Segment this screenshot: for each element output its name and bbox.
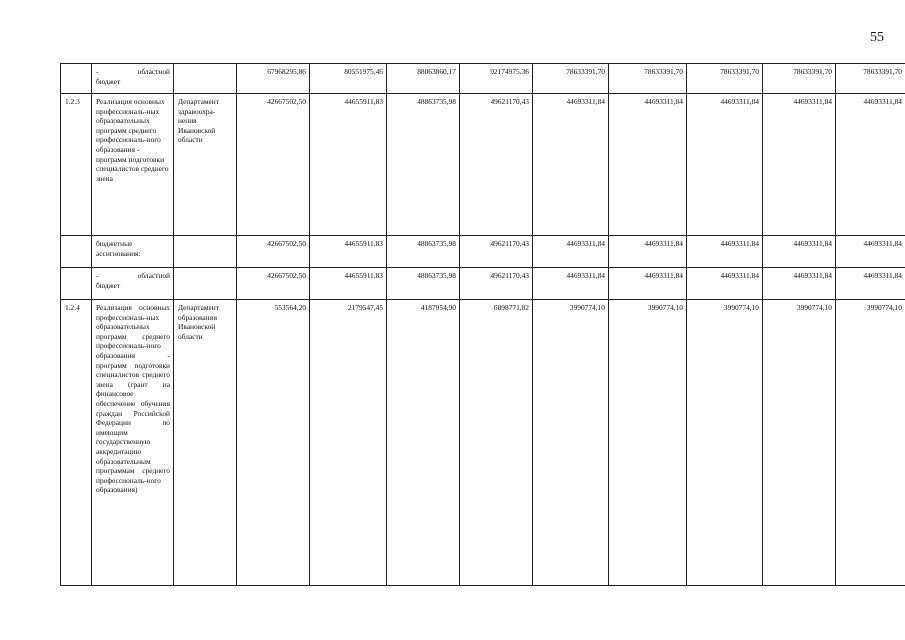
row-name-budget: бюджет (96, 76, 121, 86)
table-row (61, 64, 905, 94)
row-value: 3990774,10 (533, 300, 609, 586)
row-executor (174, 268, 237, 300)
row-name-region: областной (137, 67, 170, 76)
row-name-dash: - (96, 271, 99, 280)
row-value: 44693311,84 (533, 236, 609, 268)
row-name (92, 268, 174, 300)
row-value: 44693311,84 (763, 268, 836, 300)
row-value: 44693311,84 (533, 268, 609, 300)
row-code: 1.2.3 (61, 94, 92, 236)
row-value: 49621170,43 (460, 94, 533, 236)
row-value: 44655911,83 (310, 268, 387, 300)
row-value: 67968295,86 (237, 64, 310, 94)
row-value: 44693311,84 (836, 236, 905, 268)
row-value: 80551975,46 (310, 64, 387, 94)
row-value: 42667502,50 (237, 268, 310, 300)
row-value: 3990774,10 (836, 300, 905, 586)
row-value: 6898771,82 (460, 300, 533, 586)
row-value: 3990774,10 (763, 300, 836, 586)
row-value: 78633391,70 (836, 64, 905, 94)
budget-table (60, 63, 905, 586)
row-value: 553564,20 (237, 300, 310, 586)
table-row (61, 300, 905, 586)
row-value: 49621170,43 (460, 268, 533, 300)
row-value: 44655911,83 (310, 94, 387, 236)
row-value: 92174975,36 (460, 64, 533, 94)
table-row (61, 94, 905, 236)
row-name (92, 64, 174, 94)
row-code: 1.2.4 (61, 300, 92, 586)
row-value: 44693311,84 (763, 236, 836, 268)
row-value: 44693311,84 (687, 268, 763, 300)
row-value: 44655911,83 (310, 236, 387, 268)
row-code (61, 268, 92, 300)
row-value: 48863735,98 (387, 94, 460, 236)
row-value: 3990774,10 (687, 300, 763, 586)
row-executor (174, 64, 237, 94)
row-value: 44693311,84 (533, 94, 609, 236)
row-value: 88063860,17 (387, 64, 460, 94)
row-executor (174, 236, 237, 268)
row-value: 48863735,98 (387, 236, 460, 268)
row-name-budget: бюджет (96, 280, 121, 290)
row-value: 44693311,84 (763, 94, 836, 236)
row-value: 44693311,84 (687, 94, 763, 236)
row-value: 44693311,84 (687, 236, 763, 268)
row-value: 44693311,84 (609, 94, 687, 236)
row-value: 4187954,90 (387, 300, 460, 586)
table-row (61, 236, 905, 268)
row-name-region: областной (137, 271, 170, 280)
row-value: 3990774,10 (609, 300, 687, 586)
row-name: Реализация основных профессиональ-ных образовательных программ среднего профессиональ-ного образования - программ подготовки специалистов среднего звена (92, 94, 174, 236)
row-value: 48863735,98 (387, 268, 460, 300)
row-value: 49621170,43 (460, 236, 533, 268)
table-row (61, 268, 905, 300)
row-name: Реализация основных профессиональ-ных образовательных программ среднего профессиональ-ного образования - программ подготовки специалистов среднего звена (грант на финансовое обеспечение обучения граждан Российской Федерации по имеющим государственную аккредитацию образовательным программам среднего профессиональ-ного образования) (92, 300, 174, 586)
row-value: 78633391,70 (763, 64, 836, 94)
row-value: 42667502,50 (237, 94, 310, 236)
row-code (61, 64, 92, 94)
page-number: 55 (870, 30, 884, 45)
row-value: 42667502,50 (237, 236, 310, 268)
row-code (61, 236, 92, 268)
row-value: 44693311,84 (609, 236, 687, 268)
row-value: 78633391,70 (687, 64, 763, 94)
row-name-dash: - (96, 67, 99, 76)
row-value: 44693311,84 (609, 268, 687, 300)
row-value: 44693311,84 (836, 94, 905, 236)
row-name: бюджетные ассигнования: (92, 236, 174, 268)
row-value: 78633391,70 (533, 64, 609, 94)
row-value: 44693311,84 (836, 268, 905, 300)
row-executor: Департамент образования Ивановской области (174, 300, 237, 586)
row-value: 78633391,70 (609, 64, 687, 94)
row-executor: Департамент здравоохра-нения Ивановской области (174, 94, 237, 236)
row-value: 2179547,45 (310, 300, 387, 586)
